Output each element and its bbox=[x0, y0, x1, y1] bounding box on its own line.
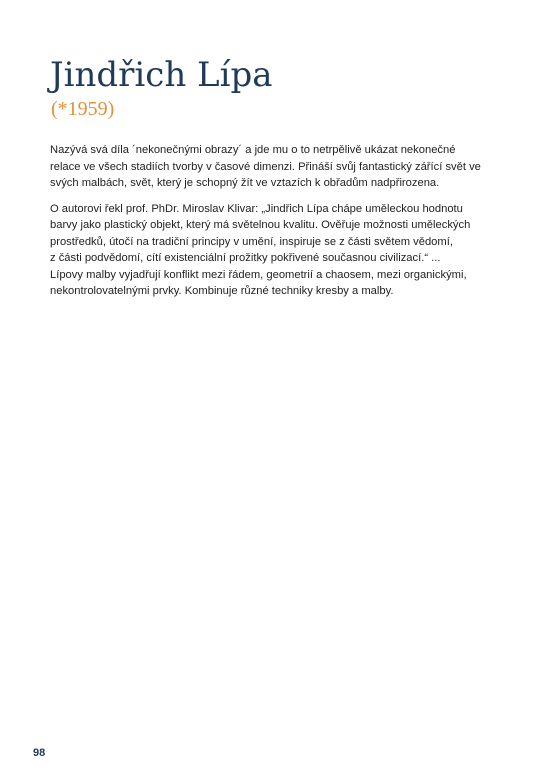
text-line: O autorovi řekl prof. PhDr. Miroslav Klivar: „Jindřich Lípa chápe uměleckou hodnotu bbox=[50, 202, 463, 215]
text-line: barvy jako plastický objekt, který má světelnou kvalitu. Ověřuje možnosti uměleckých bbox=[50, 219, 471, 231]
article-body bbox=[50, 142, 510, 309]
text-line: Lípovy malby vyjadřují konflikt mezi řádem, geometrií a chaosem, mezi organickými, bbox=[50, 268, 467, 281]
paragraph-quote bbox=[50, 201, 510, 300]
text-line: prostředků, útočí na tradiční principy v umění, inspiruje se z části světem vědomí, bbox=[50, 235, 453, 248]
birth-year-subtitle: (*1959) bbox=[51, 98, 115, 120]
page-title: Jindřich Lípa bbox=[50, 55, 273, 95]
text-line: z části podvědomí, cítí existenciální prožitky pokřivené současnou civilizací.“ ... bbox=[50, 252, 441, 264]
page-number: 98 bbox=[33, 747, 46, 759]
text-line: nekontrolovatelnými prvky. Kombinuje různé techniky kresby a malby. bbox=[50, 285, 394, 297]
text-line: svých malbách, svět, který je schopný žít ve vztazích k obřadům nadpřirozena. bbox=[50, 177, 440, 189]
text-line: relace ve všech stadiích tvorby v časové dimenzi. Přináší svůj fantastický zářící svět ve bbox=[50, 160, 481, 173]
paragraph-intro bbox=[50, 142, 510, 192]
text-line: Nazývá svá díla ´nekonečnými obrazy´ a jde mu o to netrpělivě ukázat nekonečné bbox=[50, 144, 456, 156]
